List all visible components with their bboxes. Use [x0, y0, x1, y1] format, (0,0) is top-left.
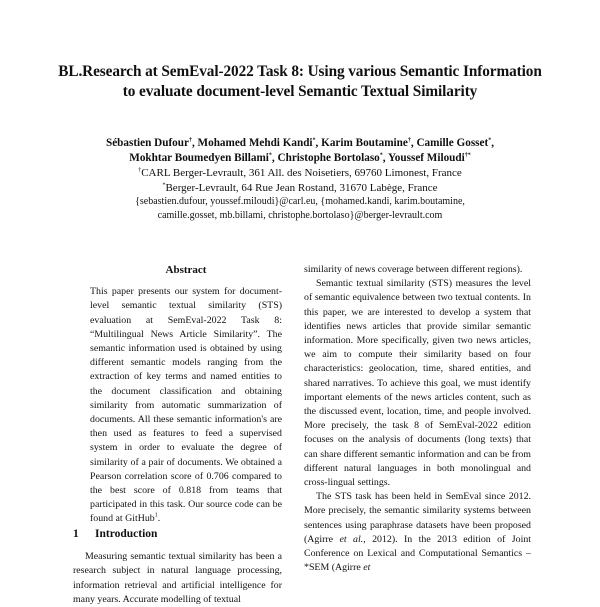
affil-mark: † — [138, 167, 142, 174]
affil-mark: * — [379, 152, 383, 159]
affil-mark: * — [488, 137, 492, 144]
email-line-2: camille.gosset, mb.billami, christophe.bortolaso}@berger-levrault.com — [157, 210, 443, 221]
affiliation-carl — [0, 166, 600, 181]
affiliation-text: Berger-Levrault, 64 Rue Jean Rostand, 31670 Labège, France — [165, 181, 438, 194]
author: Mohamed Mehdi Kandi — [197, 137, 313, 149]
affil-mark: * — [268, 152, 272, 159]
affil-mark: * — [162, 181, 166, 188]
affil-mark: †* — [464, 152, 471, 159]
author-list: Sébastien Dufour†, Mohamed Mehdi Kandi*, Karim Boutamine†, Camille Gosset*, Mokhtar Boumedyen Billami*, Christophe Bortolaso*, Youssef Miloudi†* — [105, 137, 495, 164]
history-paragraph — [304, 490, 531, 575]
affil-mark: * — [312, 137, 316, 144]
text-run: , 2012). In the 2013 edition of Joint Conference on Lexical and Computational Semantics – *SEM (Agirre — [304, 533, 532, 574]
author: Youssef Miloudi — [387, 152, 465, 164]
continued-paragraph: similarity of news coverage between different regions). — [304, 264, 523, 275]
author: Sébastien Dufour — [105, 137, 189, 149]
abstract-end: . — [157, 513, 161, 525]
author: Mokhtar Boumedyen Billami — [129, 152, 269, 164]
section-heading — [73, 527, 282, 541]
affiliations — [0, 166, 600, 223]
citation-etal: et al. — [339, 533, 364, 545]
right-column — [304, 263, 531, 575]
email-line-1: {sebastien.dufour, youssef.miloudi}@carl.eu, {mohamed.kandi, karim.boutamine, — [135, 196, 465, 207]
introduction-section — [73, 527, 282, 607]
title-line-1: BL.Research at SemEval-2022 Task 8: Using various Semantic Information — [58, 63, 542, 80]
text-run: The STS task has been held in SemEval since 2012. More precisely, the semantic similarity systems between sentences using paraphrase datasets have been proposed (Agirre — [304, 491, 531, 545]
intro-paragraph: Measuring semantic textual similarity has been a research subject in natural language processing, information retrieval and artificial intelligence for many years. Accurate modelling of textual — [73, 551, 282, 605]
section-title: Introduction — [95, 528, 158, 540]
author: Christophe Bortolaso — [277, 152, 380, 164]
citation-etal: et — [363, 562, 371, 574]
title-line-2: to evaluate document-level Semantic Textual Similarity — [122, 83, 478, 100]
sts-paragraph: Semantic textual similarity (STS) measures the level of semantic equivalence between two textual contents. In this paper, we are interested to develop a system that identifies news articles that provide similar semantic information. More specifically, given two news articles, we aim to compute their similarity based on four characteristics: geolocation, time, shared entities, and shared narratives. To achieve this goal, we must identify important elements of the news articles content, such as the discussed event, location, time, and people involved. More precisely, the task 8 of SemEval-2022 edition focuses on the analysis of documents (long texts) that can share different semantic information and can be from different natural languages in both monolingual and cross-lingual settings. — [304, 278, 531, 489]
section-number: 1 — [73, 528, 79, 540]
abstract-text — [90, 285, 282, 526]
abstract-heading: Abstract — [165, 264, 207, 276]
affiliation-bl — [0, 181, 600, 196]
affiliation-text: CARL Berger-Levrault, 361 All. des Noisetiers, 69760 Limonest, France — [141, 167, 462, 179]
affil-mark: † — [407, 137, 411, 144]
author: Karim Boutamine — [321, 137, 408, 149]
author: Camille Gosset — [416, 137, 489, 149]
affil-mark: † — [188, 137, 192, 144]
paper-title — [0, 62, 600, 102]
abstract-section — [90, 263, 282, 527]
footnote-mark[interactable]: 1 — [154, 513, 158, 520]
abstract-body: This paper presents our system for document-level semantic textual similarity (STS) evaluation at SemEval-2022 Task 8: “Multilingual News Article Similarity”. The semantic information used is obtained by using different semantic models ranging from the extraction of key terms and named entities to the document classification and obtaining similarity from automatic summarization of documents. All these semantic information's are then used as features to feed a supervised system in order to evaluate the degree of similarity of a pair of documents. We obtained a Pearson correlation score of 0.706 compared to the best score of 0.818 from teams that participated in this task. Our source code can be found at GitHub — [90, 286, 282, 525]
